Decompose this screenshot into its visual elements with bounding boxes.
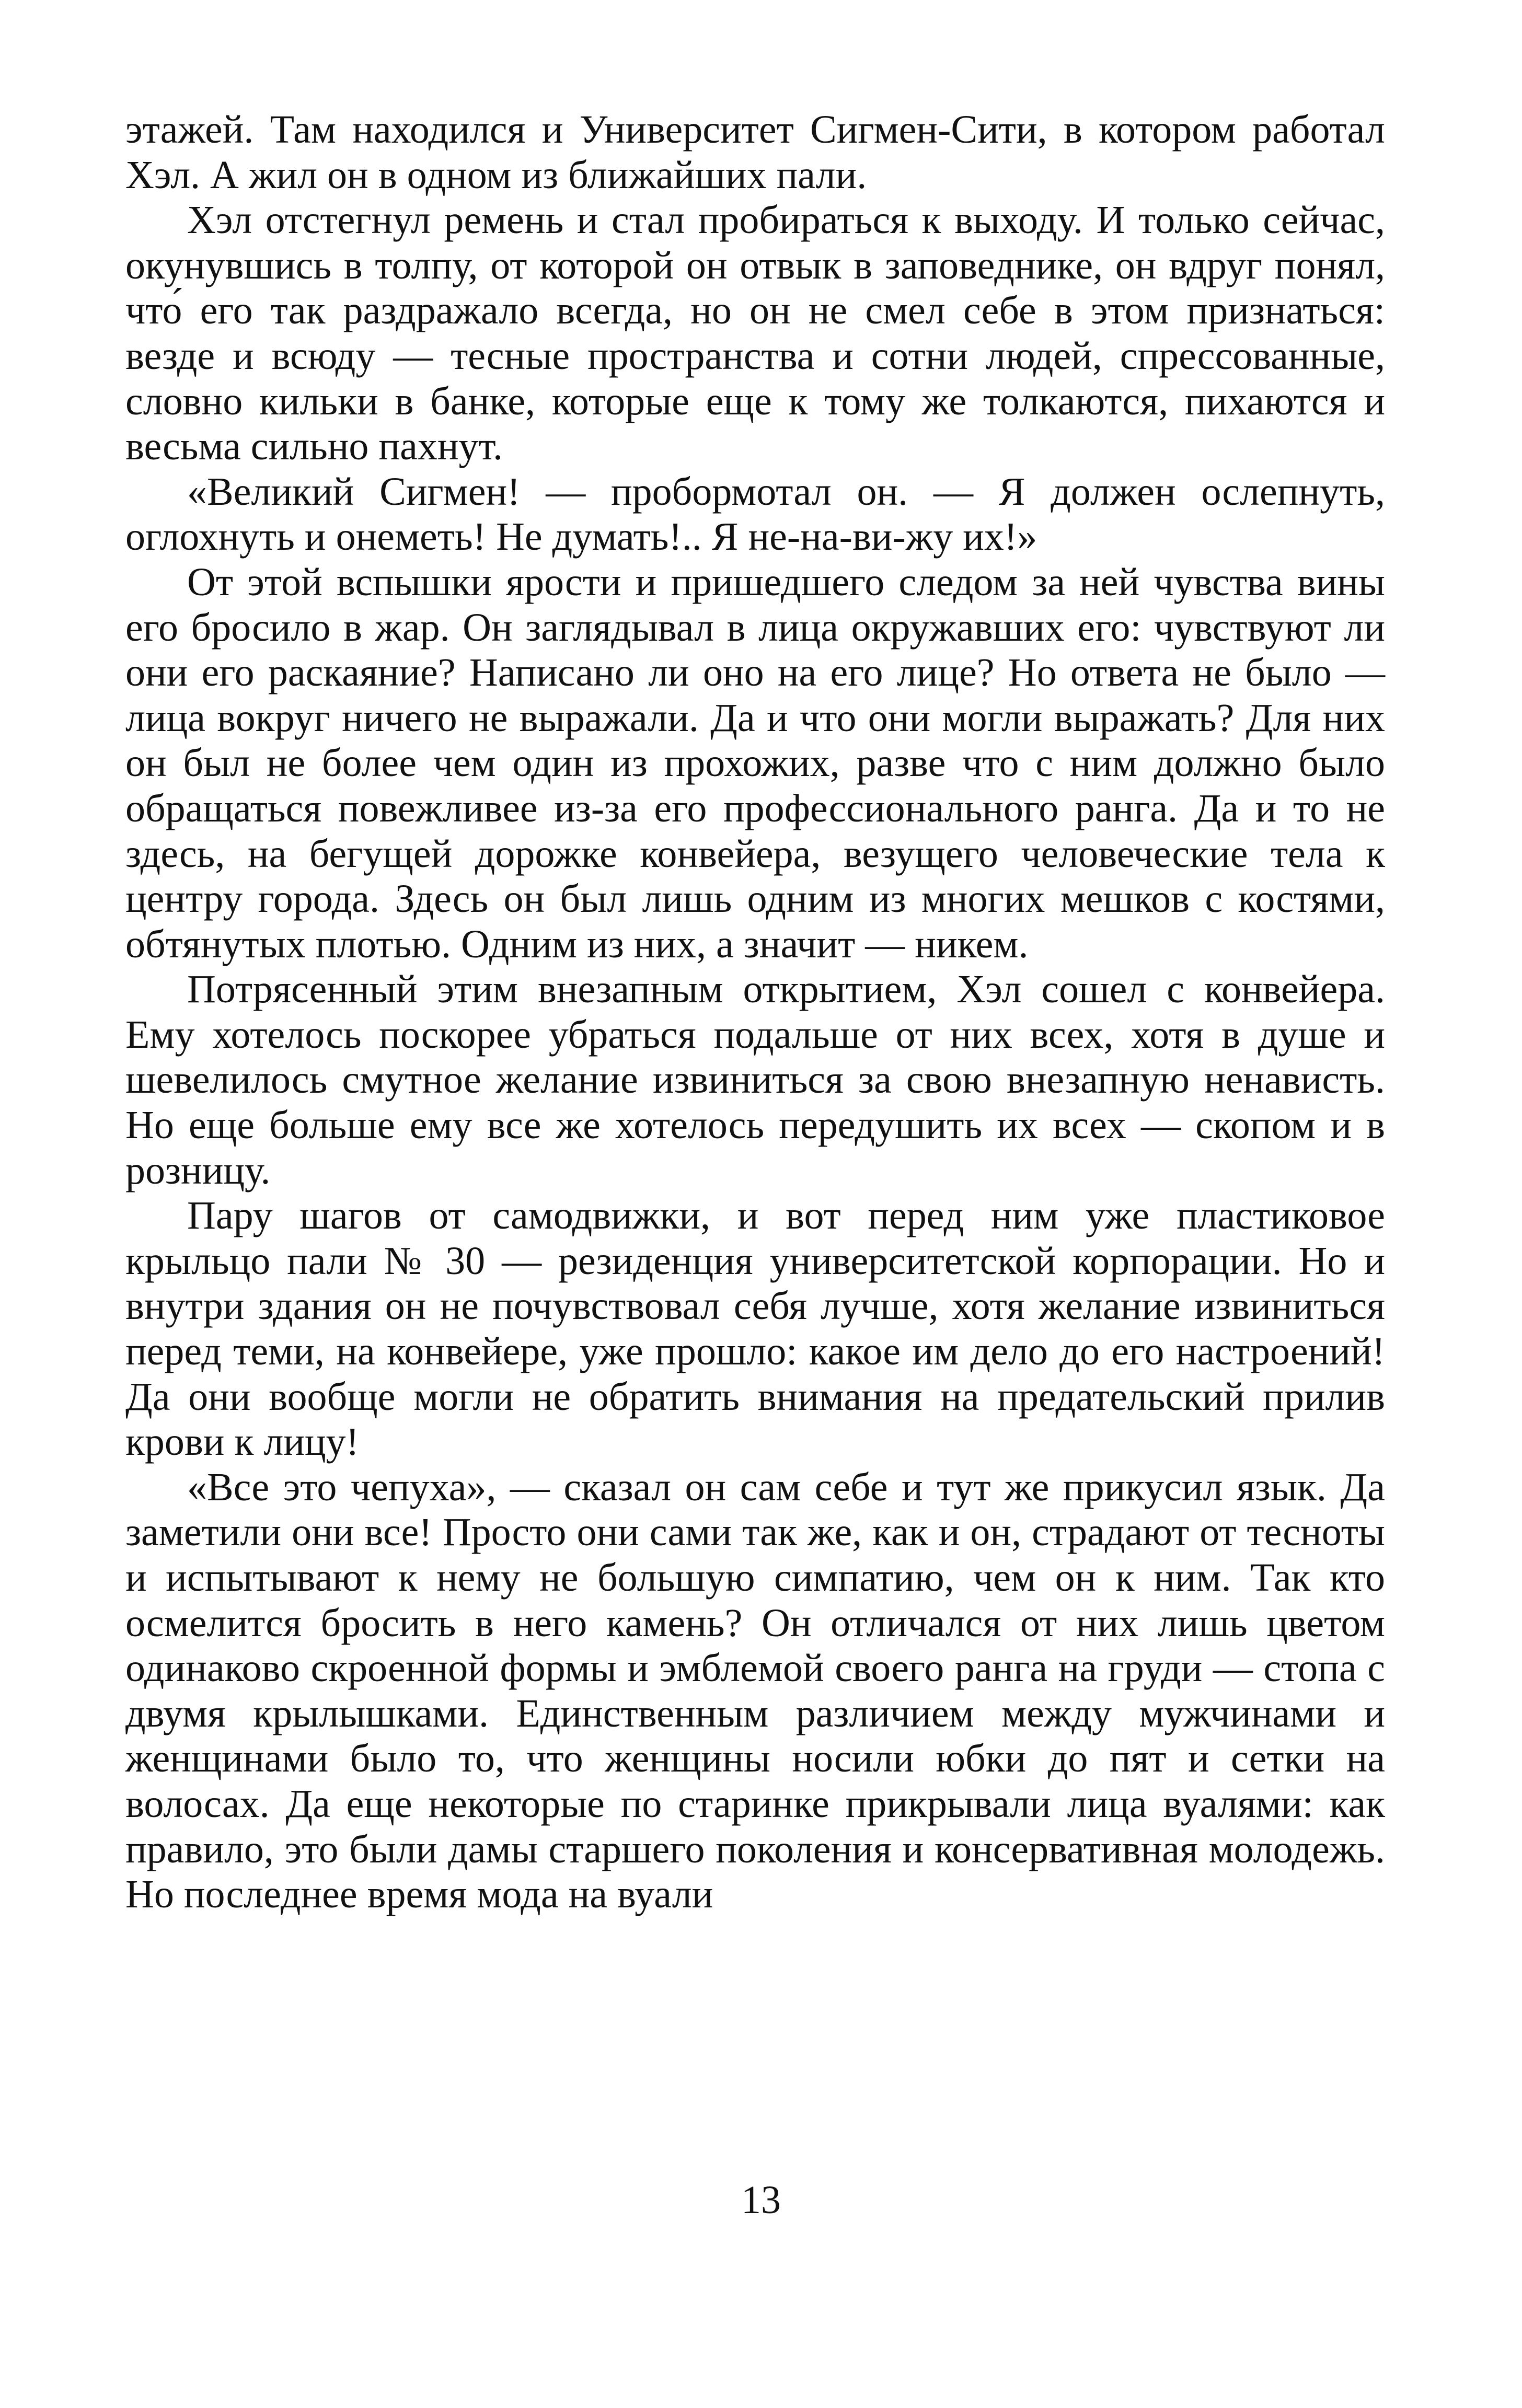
body-text — [125, 107, 1385, 1917]
paragraph: Хэл отстегнул ремень и стал пробираться к выходу. И только сейчас, окунувшись в толпу, от которой он отвык в заповеднике, он вдруг понял, что́ его так раздражало всегда, но он не смел себе в этом признаться: везде и всюду — тесные пространства и сотни людей, спрессованные, словно кильки в банке, которые еще к тому же толкаются, пихаются и весьма сильно пахнут. — [125, 198, 1385, 469]
paragraph: «Великий Сигмен! — пробормотал он. — Я должен ослепнуть, оглохнуть и онеметь! Не думать!.. Я не-на-ви-жу их!» — [125, 469, 1385, 559]
paragraph: Пару шагов от самодвижки, и вот перед ним уже пластиковое крыльцо пали № 30 — резиденция университетской корпорации. Но и внутри здания он не почувствовал себя лучше, хотя желание извиниться перед теми, на конвейере, уже прошло: какое им дело до его настроений! Да они вообще могли не обратить внимания на предательский прилив крови к лицу! — [125, 1194, 1385, 1464]
paragraph-continuation: этажей. Там находился и Университет Сигмен-Сити, в котором работал Хэл. А жил он в одном из ближайших пали. — [125, 108, 1385, 197]
paragraph: Потрясенный этим внезапным открытием, Хэл сошел с конвейера. Ему хотелось поскорее убраться подальше от них всех, хотя в душе и шевелилось смутное желание извиниться за свою внезапную ненависть. Но еще больше ему все же хотелось передушить их всех — скопом и в розницу. — [125, 967, 1385, 1193]
page-number: 13 — [741, 2178, 781, 2222]
paragraph: От этой вспышки ярости и пришедшего следом за ней чувства вины его бросило в жар. Он заглядывал в лица окружавших его: чувствуют ли они его раскаяние? Написано ли оно на его лице? Но ответа не было — лица вокруг ничего не выражали. Да и что они могли выражать? Для них он был не более чем один из прохожих, разве что с ним должно было обращаться повежливее из-за его профессионального ранга. Да и то не здесь, на бегущей дорожке конвейера, везущего человеческие тела к центру города. Здесь он был лишь одним из многих мешков с костями, обтянутых плотью. Одним из них, а значит — никем. — [125, 560, 1385, 966]
paragraph: «Все это чепуха», — сказал он сам себе и тут же прикусил язык. Да заметили они все! Просто они сами так же, как и он, страдают от тесноты и испытывают к нему не большую симпатию, чем он к ним. Так кто осмелится бросить в него камень? Он отличался от них лишь цветом одинаково скроенной формы и эмблемой своего ранга на груди — стопа с двумя крылышками. Единственным различием между мужчинами и женщинами было то, что женщины носили юбки до пят и сетки на волосах. Да еще некоторые по старинке прикрывали лица вуалями: как правило, это были дамы старшего поколения и консервативная молодежь. Но последнее время мода на вуали — [125, 1465, 1385, 1917]
